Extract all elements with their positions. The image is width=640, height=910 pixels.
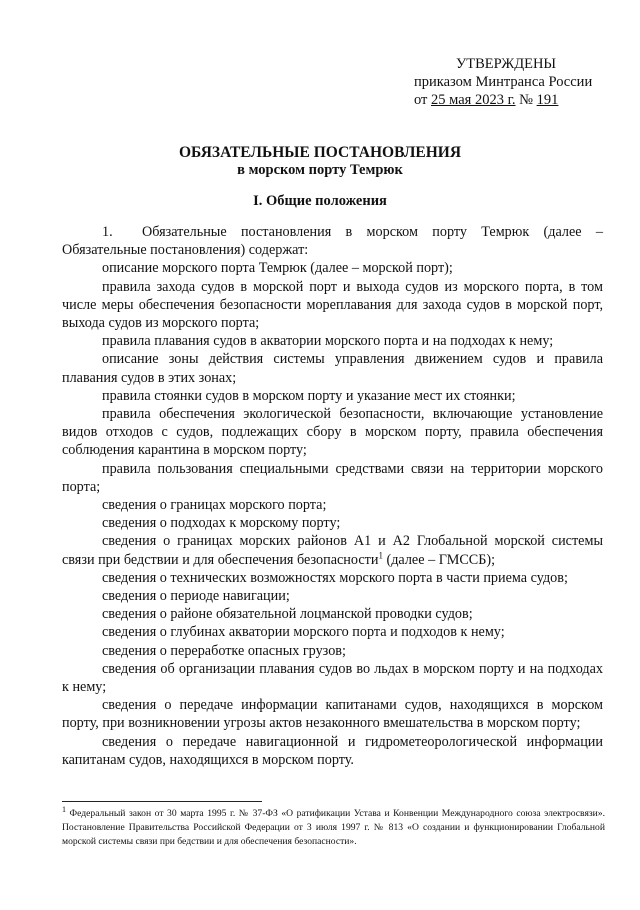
paragraph-1-text: Обязательные постановления в морском порту Темрюк (далее – Обязательные постановления) содержат: (62, 224, 603, 259)
list-item: сведения о подходах к морскому порту; (102, 515, 341, 532)
list-item: сведения о технических возможностях морского порта в части приема судов; (102, 569, 568, 586)
number-prefix: № (515, 92, 537, 108)
list-item-text: сведения о границах морских районов А1 и А2 Глобальной морской системы связи при бедствии и для обеспечения безопасности (62, 533, 603, 568)
list-item-text: (далее – ГМССБ); (382, 551, 496, 568)
list-item (62, 532, 603, 568)
list-item: правила захода судов в морской порт и выхода судов из морского порта, в том числе меры обеспечения безопасности мореплавания для захода судов в морской порт, выхода судов из морского порта; (62, 278, 603, 332)
list-item: правила плавания судов в акватории морского порта и на подходах к нему; (102, 333, 554, 350)
list-item: сведения о передаче навигационной и гидрометеорологической информации капитанам судов, находящихся в морском порту. (62, 733, 603, 768)
date-prefix: от (414, 92, 432, 108)
approval-number: 191 (536, 92, 559, 108)
paragraph-1 (62, 223, 603, 259)
list-item: сведения о районе обязательной лоцманской проводки судов; (102, 606, 473, 623)
list-item: правила пользования специальными средствами связи на территории морского порта; (62, 460, 603, 495)
list-item: сведения о глубинах акватории морского порта и подходов к нему; (102, 624, 505, 641)
approval-date-line (400, 91, 610, 109)
footnote-divider (62, 801, 262, 802)
list-item: сведения о передаче информации капитанами судов, находящихся в морском порту, при возникновении угрозы актов незаконного вмешательства в морском порту; (62, 697, 603, 732)
list-item: описание зоны действия системы управления движением судов и правила плавания судов в этих зонах; (62, 351, 603, 386)
list-item: правила стоянки судов в морском порту и указание мест их стоянки; (102, 387, 516, 404)
list-item: правила обеспечения экологической безопасности, включающие установление видов отходов с судов, подлежащих сбору в морском порту, правила обеспечения соблюдения карантина в морском порту; (62, 406, 603, 459)
approval-date: 25 мая 2023 г. (431, 92, 516, 108)
footnote-marker: 1 (62, 804, 66, 814)
list-item: сведения об организации плавания судов во льдах в морском порту и на подходах к нему; (62, 660, 603, 696)
section-heading: I. Общие положения (253, 193, 387, 209)
approval-heading: УТВЕРЖДЕНЫ (456, 56, 557, 72)
document-subtitle: в морском порту Темрюк (237, 162, 403, 178)
approval-stamp (400, 55, 610, 109)
footnote-text: Федеральный закон от 30 марта 1995 г. № 37-ФЗ «О ратификации Устава и Конвенции Международного союза электросвязи». Постановление Правительства Российской Федерации от 3 июля 1997 г. № 813 «О создании и функционировании Глобальной морской системы связи при бедствии и для обеспечения безопасности». (62, 808, 605, 847)
footnote-ref: 1 (378, 549, 383, 560)
list-item: сведения о границах морского порта; (102, 497, 327, 514)
list-item: сведения о периоде навигации; (102, 588, 290, 605)
paragraph-number: 1. (102, 224, 113, 240)
list-item: описание морского порта Темрюк (далее – морской порт); (102, 260, 453, 277)
document-body (62, 223, 603, 769)
list-item: сведения о переработке опасных грузов; (102, 642, 346, 659)
footnote (62, 804, 605, 848)
approval-order: приказом Минтранса России (414, 74, 593, 90)
document-title: ОБЯЗАТЕЛЬНЫЕ ПОСТАНОВЛЕНИЯ (178, 144, 462, 161)
